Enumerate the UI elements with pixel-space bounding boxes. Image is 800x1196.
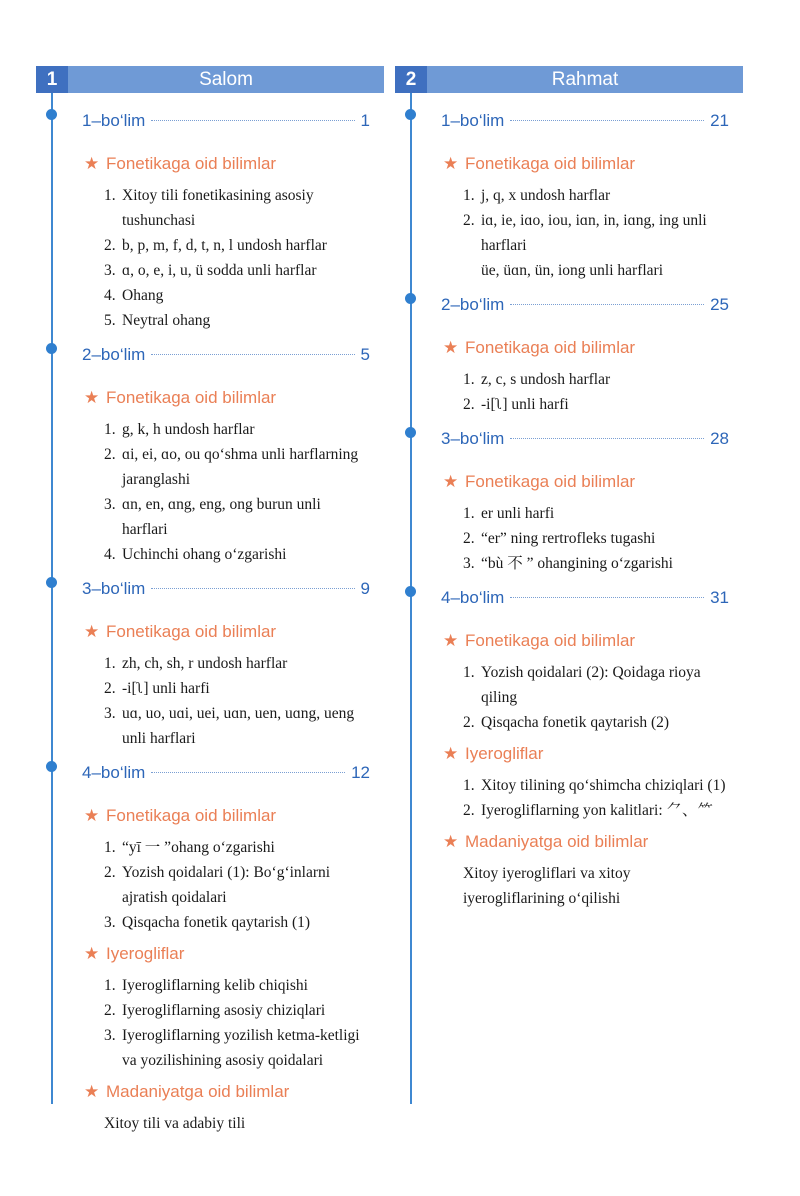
- section-heading: [441, 827, 729, 857]
- lesson-header: [395, 66, 743, 93]
- section-heading: [441, 467, 729, 497]
- unit-label: 1–bo‘lim: [82, 111, 146, 130]
- item-list: [441, 501, 729, 576]
- lesson-number: 2: [395, 66, 427, 93]
- lesson-units: [395, 111, 743, 911]
- item-number: 1.: [463, 505, 475, 522]
- unit-entry[interactable]: [441, 588, 729, 622]
- item-text: Yozish qoidalari (1): Bo‘g‘inlarni ajratish qoidalari: [122, 864, 331, 906]
- item-text: “er” ning rertrofleks tugashi: [481, 530, 656, 547]
- item-list: [82, 183, 370, 333]
- item-list: [82, 835, 370, 935]
- timeline-dot: [46, 109, 57, 120]
- list-item: [104, 258, 370, 283]
- section-title: Fonetikaga oid bilimlar: [465, 338, 636, 357]
- section-text: Xitoy iyerogliflari va xitoy iyerogliflarining o‘qilishi: [463, 865, 631, 907]
- item-text: ɑn, en, ɑng, eng, ong burun unli harflari: [122, 496, 321, 538]
- list-item: [104, 308, 370, 333]
- item-text: Neytral ohang: [122, 312, 211, 329]
- star-icon: ★: [84, 622, 100, 641]
- list-item: [104, 492, 370, 542]
- item-list: [82, 651, 370, 751]
- unit-page-number: 9: [360, 579, 370, 598]
- list-item: [463, 183, 729, 208]
- lesson-column-1: [36, 66, 384, 1136]
- item-text: Qisqacha fonetik qaytarish (1): [122, 914, 311, 931]
- list-item: [463, 501, 729, 526]
- list-item: [463, 773, 729, 798]
- list-item: [104, 283, 370, 308]
- item-text: Xitoy tilining qo‘shimcha chiziqlari (1): [481, 777, 726, 794]
- unit-entry[interactable]: [82, 579, 370, 613]
- item-list: [441, 660, 729, 735]
- list-item: [104, 835, 370, 860]
- item-text: uɑ, uo, uɑi, uei, uɑn, uen, uɑng, ueng unli harflari: [122, 705, 355, 747]
- star-icon: ★: [443, 338, 459, 357]
- section-title: Fonetikaga oid bilimlar: [106, 388, 277, 407]
- lesson-title: Salom: [199, 69, 253, 90]
- unit-page-number: 25: [710, 295, 729, 314]
- item-number: 4.: [104, 287, 116, 304]
- item-number: 4.: [104, 546, 116, 563]
- lesson-header: [36, 66, 384, 93]
- section-heading: [82, 939, 370, 969]
- item-number: 3.: [104, 262, 116, 279]
- star-icon: ★: [443, 631, 459, 650]
- section-title: Fonetikaga oid bilimlar: [465, 154, 636, 173]
- list-item: [104, 998, 370, 1023]
- timeline-dot: [46, 343, 57, 354]
- item-number: 1.: [463, 371, 475, 388]
- list-item: [463, 660, 729, 710]
- star-icon: ★: [84, 944, 100, 963]
- unit-entry[interactable]: [82, 345, 370, 379]
- item-number: 1.: [104, 977, 116, 994]
- item-number: 3.: [104, 705, 116, 722]
- list-item: [104, 542, 370, 567]
- unit-entry[interactable]: [441, 295, 729, 329]
- dot-leader: [510, 120, 704, 121]
- item-text: j, q, x undosh harflar: [481, 187, 611, 204]
- section-title: Fonetikaga oid bilimlar: [106, 622, 277, 641]
- list-item: [104, 233, 370, 258]
- lesson-number: 1: [36, 66, 68, 93]
- star-icon: ★: [443, 154, 459, 173]
- section-heading: [441, 333, 729, 363]
- list-item: [104, 651, 370, 676]
- timeline-dot: [46, 761, 57, 772]
- dot-leader: [510, 438, 704, 439]
- item-number: 2.: [104, 680, 116, 697]
- list-item: [104, 973, 370, 998]
- lesson-title: Rahmat: [551, 69, 619, 90]
- item-text: ɑi, ei, ɑo, ou qo‘shma unli harflarning jaranglashi: [122, 446, 359, 488]
- list-item: [463, 208, 729, 283]
- unit-page-number: 28: [710, 429, 729, 448]
- item-list: [441, 367, 729, 417]
- item-text: b, p, m, f, d, t, n, l undosh harflar: [122, 237, 327, 254]
- section-title: Fonetikaga oid bilimlar: [106, 806, 277, 825]
- unit-entry[interactable]: [441, 429, 729, 463]
- item-text: Qisqacha fonetik qaytarish (2): [481, 714, 670, 731]
- item-list: [82, 417, 370, 567]
- lesson-units: [36, 111, 384, 1136]
- item-number: 1.: [463, 777, 475, 794]
- star-icon: ★: [443, 472, 459, 491]
- list-item: [104, 676, 370, 701]
- list-item: [104, 1023, 370, 1073]
- item-list: [82, 973, 370, 1073]
- lesson-column-2: [395, 66, 743, 911]
- item-number: 1.: [104, 187, 116, 204]
- item-number: 1.: [104, 421, 116, 438]
- item-text: z, c, s undosh harflar: [481, 371, 611, 388]
- item-text: zh, ch, sh, r undosh harflar: [122, 655, 288, 672]
- item-text: Xitoy tili fonetikasining asosiy tushunchasi: [122, 187, 314, 229]
- item-text: “yī 一 ”ohang o‘zgarishi: [122, 839, 275, 856]
- unit-page-number: 5: [360, 345, 370, 364]
- item-number: 5.: [104, 312, 116, 329]
- item-text: ɑ, o, e, i, u, ü sodda unli harflar: [122, 262, 317, 279]
- star-icon: ★: [84, 388, 100, 407]
- item-text: Iyerogliflarning yon kalitlari: ⺈、⺮: [481, 802, 714, 819]
- unit-label: 1–bo‘lim: [441, 111, 505, 130]
- timeline-dot: [405, 293, 416, 304]
- item-number: 3.: [104, 1027, 116, 1044]
- dot-leader: [510, 597, 704, 598]
- item-text: Ohang: [122, 287, 164, 304]
- unit-label: 4–bo‘lim: [441, 588, 505, 607]
- item-number: 2.: [463, 396, 475, 413]
- item-text: Uchinchi ohang o‘zgarishi: [122, 546, 287, 563]
- item-number: 2.: [104, 864, 116, 881]
- item-number: 2.: [104, 446, 116, 463]
- item-text: g, k, h undosh harflar: [122, 421, 255, 438]
- dot-leader: [510, 304, 704, 305]
- dot-leader: [151, 772, 345, 773]
- item-text: Iyerogliflarning asosiy chiziqlari: [122, 1002, 326, 1019]
- item-number: 3.: [104, 496, 116, 513]
- list-item: [104, 183, 370, 233]
- section-title: Fonetikaga oid bilimlar: [465, 472, 636, 491]
- list-item: [463, 526, 729, 551]
- unit-page-number: 1: [360, 111, 370, 130]
- item-number: 3.: [463, 555, 475, 572]
- timeline-dot: [405, 586, 416, 597]
- timeline-dot: [405, 427, 416, 438]
- unit-entry[interactable]: [82, 763, 370, 797]
- unit-entry[interactable]: [441, 111, 729, 145]
- item-number: 2.: [104, 237, 116, 254]
- section-heading: [441, 739, 729, 769]
- unit-label: 2–bo‘lim: [441, 295, 505, 314]
- section-title: Madaniyatga oid bilimlar: [465, 832, 649, 851]
- list-item: [104, 442, 370, 492]
- section-heading: [441, 149, 729, 179]
- item-list: [441, 773, 729, 823]
- section-heading: [82, 617, 370, 647]
- section-heading: [82, 383, 370, 413]
- star-icon: ★: [443, 744, 459, 763]
- section-title: Fonetikaga oid bilimlar: [465, 631, 636, 650]
- section-title: Iyerogliflar: [465, 744, 544, 763]
- section-text: Xitoy tili va adabiy tili: [104, 1115, 246, 1132]
- item-number: 1.: [463, 187, 475, 204]
- item-text: -i[ʅ] unli harfi: [481, 396, 569, 413]
- section-title: Fonetikaga oid bilimlar: [106, 154, 277, 173]
- list-item: [104, 701, 370, 751]
- item-number: 1.: [104, 655, 116, 672]
- item-number: 2.: [104, 1002, 116, 1019]
- item-number: 2.: [463, 802, 475, 819]
- list-item: [463, 798, 729, 823]
- item-number: 2.: [463, 530, 475, 547]
- item-text: “bù 不 ” ohangining o‘zgarishi: [481, 555, 673, 572]
- item-number: 1.: [463, 664, 475, 681]
- item-text: iɑ, ie, iɑo, iou, iɑn, in, iɑng, ing unli harflari üe, üɑn, ün, iong unli harflari: [481, 212, 707, 279]
- unit-page-number: 31: [710, 588, 729, 607]
- list-item: [463, 367, 729, 392]
- timeline-dot: [405, 109, 416, 120]
- item-text: -i[ʅ] unli harfi: [122, 680, 210, 697]
- unit-entry[interactable]: [82, 111, 370, 145]
- unit-page-number: 21: [710, 111, 729, 130]
- list-item: [463, 392, 729, 417]
- list-item: [104, 417, 370, 442]
- star-icon: ★: [443, 832, 459, 851]
- item-text: Iyerogliflarning kelib chiqishi: [122, 977, 308, 994]
- unit-label: 2–bo‘lim: [82, 345, 146, 364]
- list-item: [104, 910, 370, 935]
- section-title: Madaniyatga oid bilimlar: [106, 1082, 290, 1101]
- unit-label: 3–bo‘lim: [82, 579, 146, 598]
- dot-leader: [151, 354, 354, 355]
- unit-label: 4–bo‘lim: [82, 763, 146, 782]
- item-number: 2.: [463, 714, 475, 731]
- star-icon: ★: [84, 154, 100, 173]
- item-number: 3.: [104, 914, 116, 931]
- section-heading: [82, 149, 370, 179]
- item-text: Iyerogliflarning yozilish ketma-ketligi va yozilishining asosiy qoidalari: [122, 1027, 360, 1069]
- item-text: Yozish qoidalari (2): Qoidaga rioya qiling: [481, 664, 701, 706]
- timeline-dot: [46, 577, 57, 588]
- dot-leader: [151, 588, 354, 589]
- item-number: 2.: [463, 212, 475, 229]
- star-icon: ★: [84, 1082, 100, 1101]
- list-item: [104, 860, 370, 910]
- section-heading: [82, 801, 370, 831]
- section-heading: [82, 1077, 370, 1107]
- list-item: [463, 710, 729, 735]
- star-icon: ★: [84, 806, 100, 825]
- unit-label: 3–bo‘lim: [441, 429, 505, 448]
- item-text: er unli harfi: [481, 505, 555, 522]
- unit-page-number: 12: [351, 763, 370, 782]
- item-list: [441, 183, 729, 283]
- section-heading: [441, 626, 729, 656]
- item-number: 1.: [104, 839, 116, 856]
- dot-leader: [151, 120, 354, 121]
- section-title: Iyerogliflar: [106, 944, 185, 963]
- list-item: [463, 551, 729, 576]
